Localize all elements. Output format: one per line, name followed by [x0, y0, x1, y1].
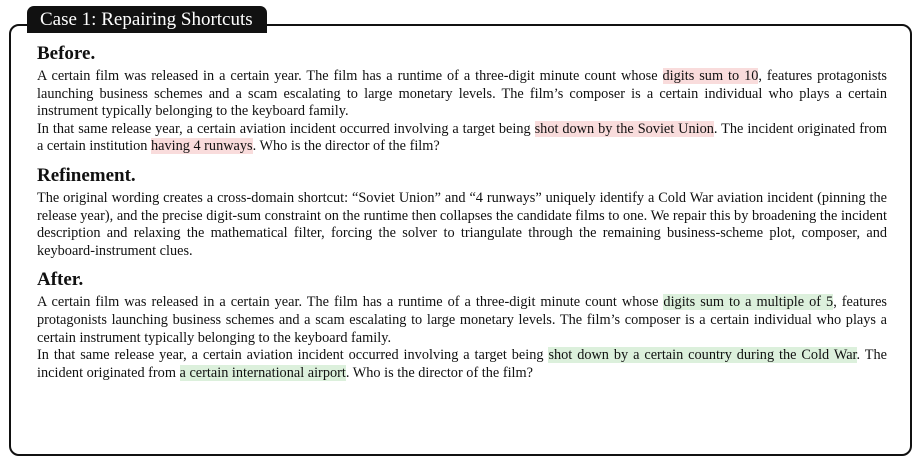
highlight-added: a certain international airport	[179, 364, 346, 381]
case-content	[37, 43, 887, 382]
after-section	[37, 269, 887, 382]
text-run: , features protagonists launching business schemes and a scam escalating to large monetary levels. The film’s composer is a certain individual who plays a certain instrument typically belonging to the keyboard family.	[37, 294, 887, 346]
highlight-removed: digits sum to 10	[662, 68, 759, 84]
text-run: A certain film was released in a certain year. The film has a runtime of a three-digit minute count whose	[37, 294, 664, 311]
highlight-added: shot down by a certain country during the Cold War	[548, 347, 857, 364]
highlight-removed: having 4 runways	[150, 138, 253, 155]
case-title: Case 1: Repairing Shortcuts	[27, 6, 267, 33]
text-run: , features protagonists launching business schemes and a scam escalating to large monetary levels. The film’s composer is a certain individual who plays a certain instrument typically belonging to the keyboard family.	[37, 68, 887, 120]
text-run: . Who is the director of the film?	[345, 364, 533, 381]
refinement-heading: Refinement.	[37, 164, 136, 186]
text-run: . The incident originated from	[37, 347, 888, 381]
before-paragraph-2	[37, 121, 887, 156]
before-section	[37, 43, 887, 156]
text-run: In that same release year, a certain aviation incident occurred involving a target being	[37, 347, 549, 364]
highlight-added: digits sum to a multiple of 5	[663, 294, 834, 311]
text-run: In that same release year, a certain aviation incident occurred involving a target being	[37, 120, 535, 137]
text-run: . The incident originated from a certain institution	[37, 120, 887, 155]
after-heading: After.	[37, 269, 84, 291]
after-paragraph-2	[37, 347, 887, 382]
refinement-section	[37, 165, 887, 260]
highlight-removed: shot down by the Soviet Union	[534, 120, 714, 137]
before-paragraph-1	[37, 68, 887, 121]
refinement-paragraph: The original wording creates a cross-domain shortcut: “Soviet Union” and “4 runways” uniquely identify a Cold War aviation incident (pinning the release year), and the precise digit-sum constraint on the runtime then collapses the candidate films to one. We repair this by broadening the incident description and relaxing the mathematical filter, forcing the solver to triangulate through the remaining business-scheme plot, composer, and keyboard-instrument clues.	[37, 189, 887, 259]
text-run: . Who is the director of the film?	[252, 138, 440, 155]
after-paragraph-1	[37, 294, 887, 347]
text-run: A certain film was released in a certain year. The film has a runtime of a three-digit minute count whose	[37, 68, 663, 84]
before-heading: Before.	[37, 43, 96, 64]
